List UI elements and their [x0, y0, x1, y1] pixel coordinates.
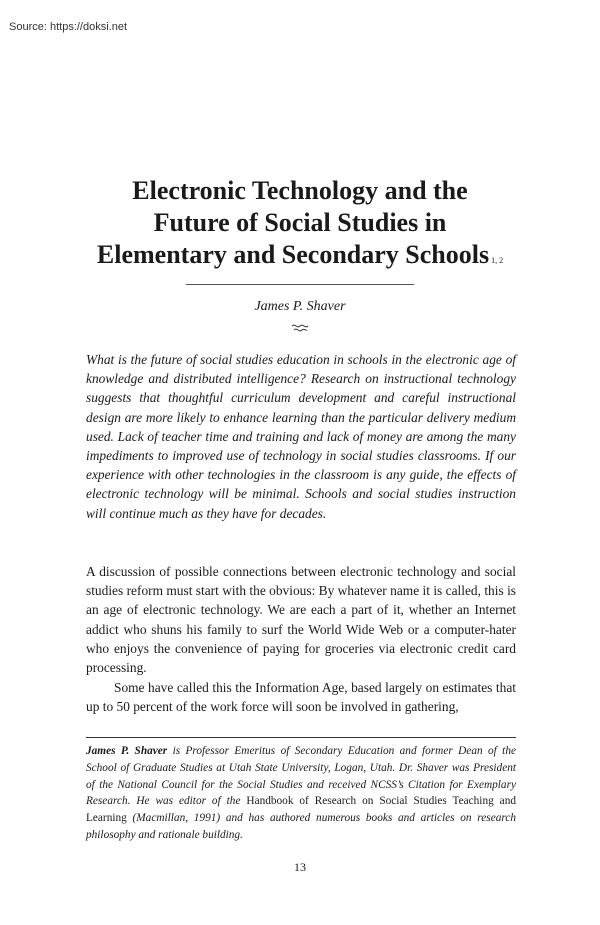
title-line-3-text: Elementary and Secondary Schools: [96, 240, 490, 269]
title-line-1: Electronic Technology and the: [132, 176, 468, 205]
article-title: [60, 175, 540, 271]
title-line-2: Future of Social Studies in: [153, 208, 447, 237]
title-footnote-marker: 1, 2: [491, 256, 504, 265]
body-paragraph-2: Some have called this the Information Age, based largely on estimates that up to 50 percent of the work force will soon be involved in gathering,: [86, 680, 516, 715]
footnote-text-1: is Professor Emeritus of Secondary Education and former Dean of the School of Graduate Studies at Utah State University, Logan, Utah. Dr. Shaver was President of the National Council for the Social Studies and received NCSS’s Citation for Exemplary Research. He was editor of the: [86, 745, 516, 808]
abstract: What is the future of social studies education in schools in the electronic age of knowledge and distributed intelligence? Research on instructional technology suggests that thoughtful curriculum development and careful instructional design are more likely to enhance learning than the particular delivery medium used. Lack of teacher time and training and lack of money are among the many impediments to improved use of technology in social studies classrooms. If our experience with other technologies in the classroom is any guide, the effects of electronic technology will be minimal. Schools and social studies instruction will continue much as they have for decades.: [86, 352, 516, 521]
footnote-text-2: (Macmillan, 1991) and has authored numerous books and articles on research philosophy and rationale building.: [86, 812, 516, 841]
source-label: Source: https://doksi.net: [9, 21, 128, 33]
body-paragraph-1: A discussion of possible connections between electronic technology and social studies reform must start with the obvious: By whatever name it is called, this is an age of electronic technology. We are each a part of it, whether an Internet addict who shuns his family to surf the World Wide Web or a computer-hater who enjoys the convenience of paying for groceries via electronic credit card processing.: [86, 564, 516, 676]
footnote-book-title: Handbook of Research on Social Studies Teaching and Learning: [86, 795, 516, 825]
ornament-icon: [0, 322, 600, 338]
author-name: James P. Shaver: [254, 299, 346, 314]
author-footnote: [86, 743, 516, 844]
title-divider: [186, 284, 414, 285]
page-number: 13: [294, 860, 306, 874]
footnote-author-name: James P. Shaver: [86, 745, 168, 757]
title-line-3: [60, 239, 540, 271]
footnote-divider: [86, 737, 516, 738]
